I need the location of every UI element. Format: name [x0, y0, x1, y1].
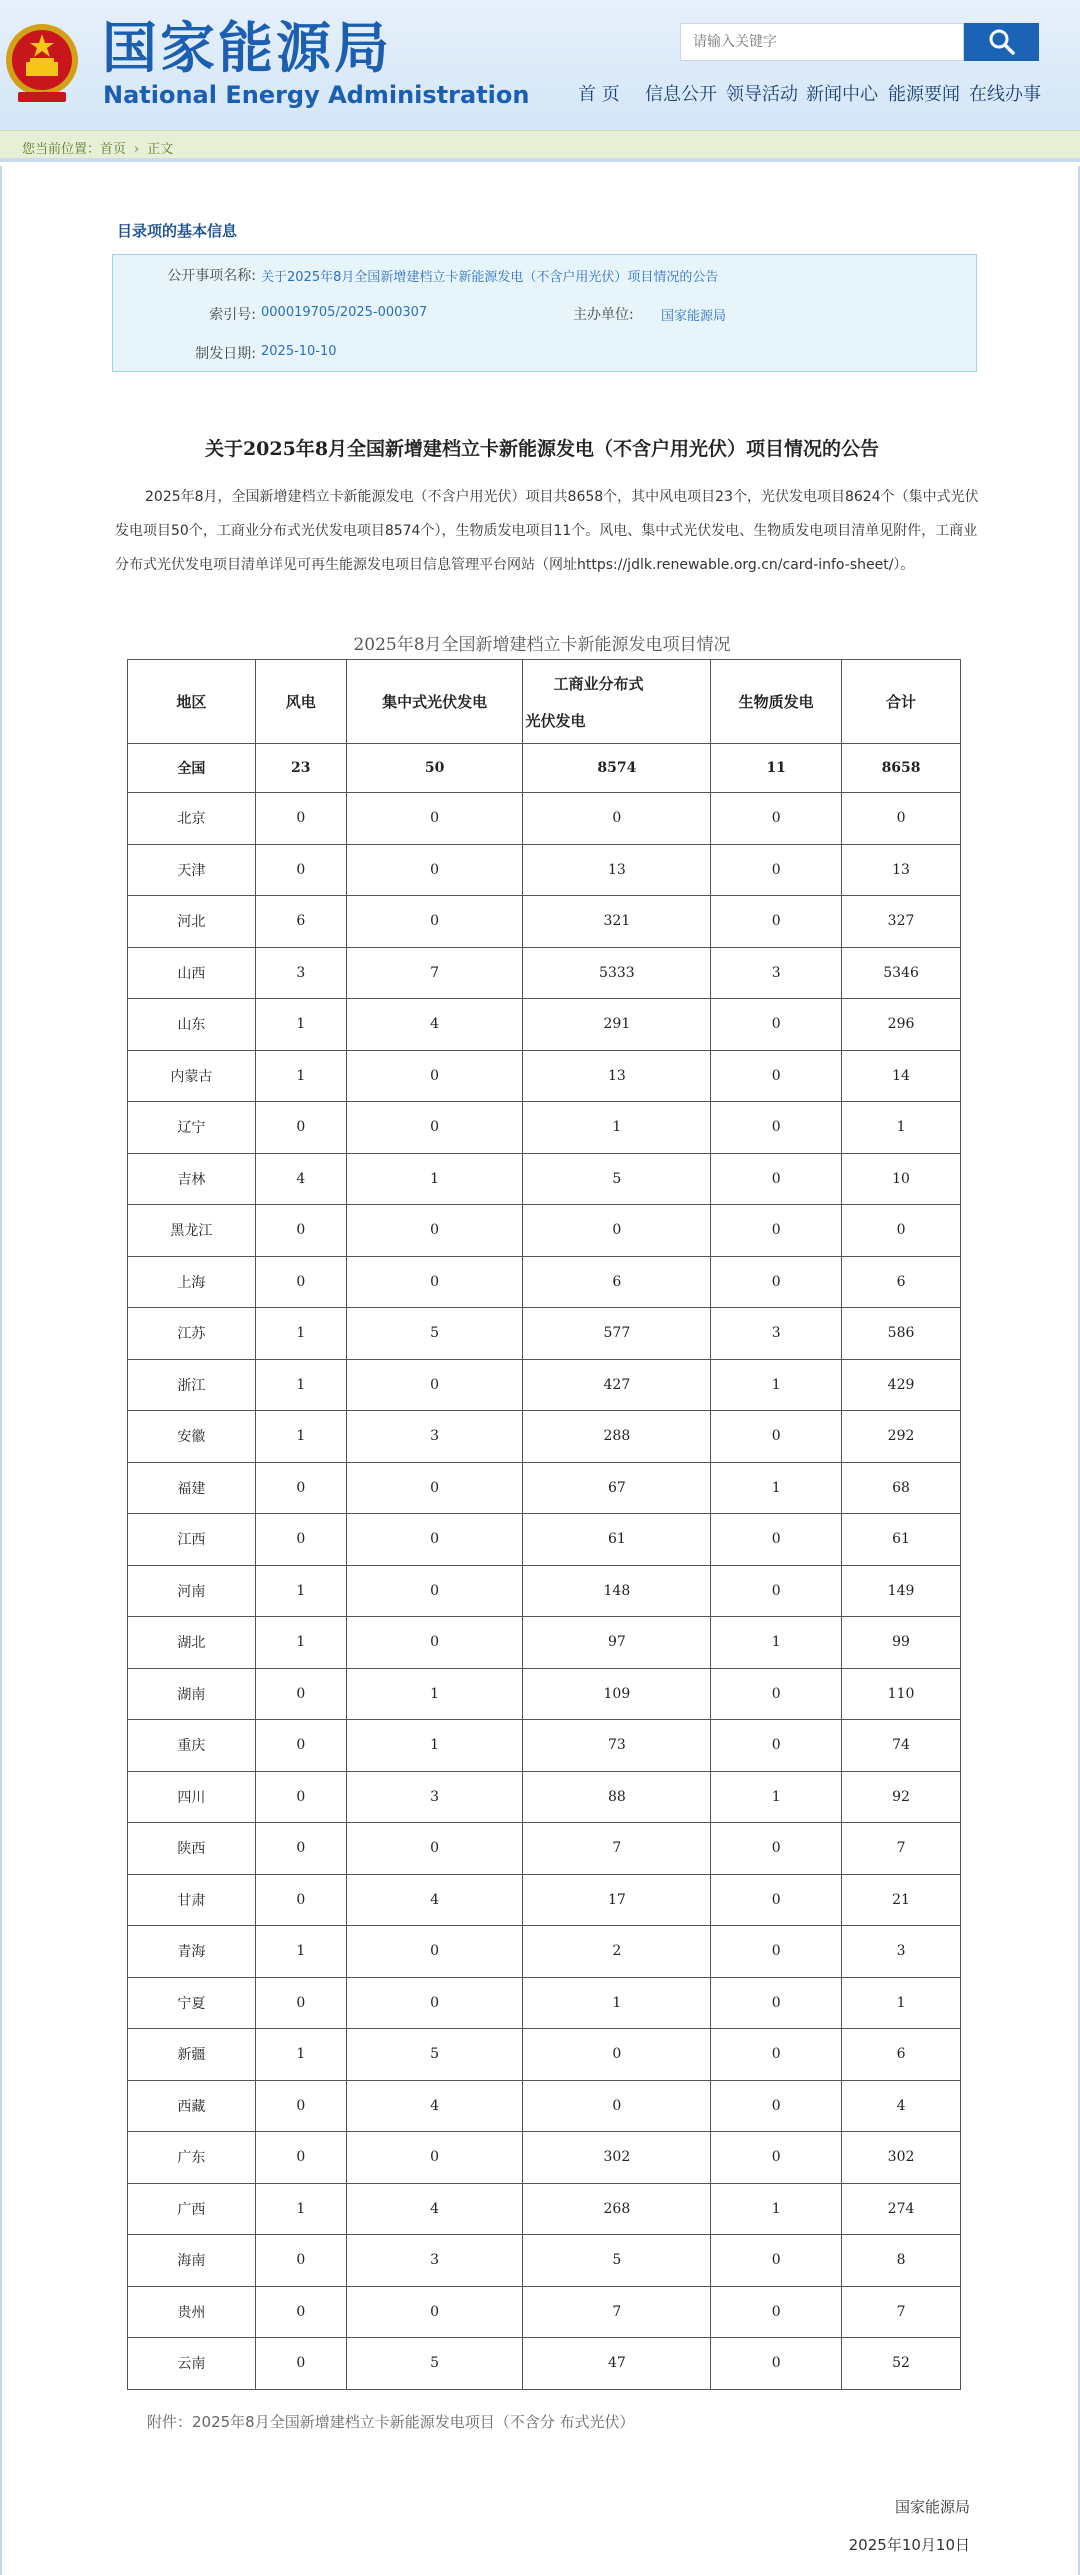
- table-row: [128, 1977, 961, 2029]
- table-cell: 0: [255, 1874, 346, 1926]
- table-cell: 321: [523, 896, 711, 948]
- table-cell: 8: [842, 2235, 961, 2287]
- table-row: [128, 947, 961, 999]
- table-cell: 4: [842, 2080, 961, 2132]
- table-cell: 0: [346, 793, 523, 845]
- table-cell: 1: [255, 1926, 346, 1978]
- table-cell: 0: [711, 1153, 842, 1205]
- chevron-right-icon: ›: [134, 142, 140, 157]
- table-cell: 1: [346, 1153, 523, 1205]
- table-cell: 青海: [128, 1926, 256, 1978]
- table-cell: 甘肃: [128, 1874, 256, 1926]
- header-total: 合计: [842, 660, 961, 744]
- table-cell: 辽宁: [128, 1102, 256, 1154]
- table-cell: 13: [523, 844, 711, 896]
- article-title: 关于2025年8月全国新增建档立卡新能源发电（不含户用光伏）项目情况的公告: [204, 438, 880, 460]
- table-row: [128, 1771, 961, 1823]
- table-header-row: [128, 660, 961, 744]
- table-cell: 92: [842, 1771, 961, 1823]
- table-row: [128, 999, 961, 1051]
- table-cell: 327: [842, 896, 961, 948]
- table-cell: 江西: [128, 1514, 256, 1566]
- table-cell: 0: [711, 999, 842, 1051]
- table-cell: 0: [711, 1874, 842, 1926]
- table-cell: 0: [711, 1205, 842, 1257]
- header-region: 地区: [128, 660, 256, 744]
- table-cell: 0: [711, 1256, 842, 1308]
- table-cell: 湖北: [128, 1617, 256, 1669]
- table-cell: 1: [711, 1359, 842, 1411]
- table-cell: 0: [346, 1565, 523, 1617]
- table-cell: 0: [255, 1102, 346, 1154]
- table-cell: 0: [255, 2286, 346, 2338]
- table-cell: 0: [711, 844, 842, 896]
- header-wind: 风电: [255, 660, 346, 744]
- date-label: 制发日期:: [195, 346, 256, 362]
- table-cell: 268: [523, 2183, 711, 2235]
- table-cell: 黑龙江: [128, 1205, 256, 1257]
- table-cell: 0: [711, 1514, 842, 1566]
- table-cell: 5: [346, 1308, 523, 1360]
- table-cell: 4: [346, 1874, 523, 1926]
- table-cell: 5: [523, 2235, 711, 2287]
- table-cell: 429: [842, 1359, 961, 1411]
- table-cell: 贵州: [128, 2286, 256, 2338]
- national-emblem-icon[interactable]: [4, 20, 80, 106]
- table-cell: 0: [255, 1205, 346, 1257]
- table-cell: 0: [346, 1462, 523, 1514]
- table-cell: 山东: [128, 999, 256, 1051]
- table-cell: 全国: [128, 744, 256, 793]
- table-cell: 50: [346, 744, 523, 793]
- table-row: [128, 1668, 961, 1720]
- date-value: 2025-10-10: [261, 344, 337, 359]
- site-header: [0, 0, 1080, 130]
- table-cell: 4: [346, 2183, 523, 2235]
- table-cell: 0: [346, 1359, 523, 1411]
- table-cell: 302: [842, 2132, 961, 2184]
- table-cell: 天津: [128, 844, 256, 896]
- table-cell: 0: [711, 1823, 842, 1875]
- table-cell: 586: [842, 1308, 961, 1360]
- table-cell: 0: [255, 1462, 346, 1514]
- table-cell: 0: [711, 1050, 842, 1102]
- table-cell: 23: [255, 744, 346, 793]
- table-cell: 安徽: [128, 1411, 256, 1463]
- logo-title-cn[interactable]: 国家能源局: [102, 16, 393, 80]
- table-cell: 0: [711, 2235, 842, 2287]
- table-cell: 0: [346, 1977, 523, 2029]
- table-row: [128, 1565, 961, 1617]
- projects-table: [127, 659, 961, 2390]
- table-cell: 0: [711, 1411, 842, 1463]
- table-cell: 0: [255, 1514, 346, 1566]
- table-cell: 0: [255, 793, 346, 845]
- attachment-link[interactable]: 附件：2025年8月全国新增建档立卡新能源发电项目（不含分 布式光伏）: [147, 2413, 635, 2431]
- table-cell: 1: [255, 2029, 346, 2081]
- table-cell: 福建: [128, 1462, 256, 1514]
- table-cell: 0: [711, 2029, 842, 2081]
- table-cell: 河北: [128, 896, 256, 948]
- nav-info-disclosure[interactable]: 信息公开: [645, 84, 717, 105]
- header-distributed-pv: 工商业分布式 光伏发电: [523, 660, 711, 744]
- table-cell: 21: [842, 1874, 961, 1926]
- table-cell: 5: [346, 2029, 523, 2081]
- table-cell: 海南: [128, 2235, 256, 2287]
- table-cell: 0: [346, 896, 523, 948]
- table-row: [128, 1823, 961, 1875]
- table-cell: 2: [523, 1926, 711, 1978]
- table-row: [128, 1462, 961, 1514]
- table-cell: 109: [523, 1668, 711, 1720]
- table-cell: 0: [346, 1050, 523, 1102]
- table-cell: 3: [346, 2235, 523, 2287]
- signature-date: 2025年10月10日: [848, 2536, 970, 2554]
- table-cell: 4: [346, 2080, 523, 2132]
- table-cell: 74: [842, 1720, 961, 1772]
- table-cell: 73: [523, 1720, 711, 1772]
- table-cell: 1: [711, 1617, 842, 1669]
- table-row: [128, 2183, 961, 2235]
- table-cell: 0: [711, 2132, 842, 2184]
- table-caption: 2025年8月全国新增建档立卡新能源发电项目情况: [353, 635, 731, 655]
- article-body: 2025年8月，全国新增建档立卡新能源发电（不含户用光伏）项目共8658个，其中风电项目23个，光伏发电项目8624个（集中式光伏发电项目50个，工商业分布式光伏发电项目8574个），生物质发电项目11个。风电、集中式光伏发电、生物质发电项目清单见附件，工商业分布式光伏发电项目清单详见可再生能源发电项目信息管理平台网站（网址https://jdlk.renewable.org.cn/card-info-sheet/）。: [115, 489, 979, 573]
- table-cell: 0: [255, 2132, 346, 2184]
- table-cell: 427: [523, 1359, 711, 1411]
- table-cell: 10: [842, 1153, 961, 1205]
- table-cell: 61: [842, 1514, 961, 1566]
- table-cell: 0: [711, 2286, 842, 2338]
- table-cell: 97: [523, 1617, 711, 1669]
- index-label: 索引号:: [209, 307, 256, 323]
- table-cell: 新疆: [128, 2029, 256, 2081]
- table-row: [128, 2132, 961, 2184]
- table-cell: 四川: [128, 1771, 256, 1823]
- table-cell: 0: [711, 1720, 842, 1772]
- table-row: [128, 2080, 961, 2132]
- table-cell: 1: [346, 1668, 523, 1720]
- table-row: [128, 1102, 961, 1154]
- table-cell: 1: [255, 2183, 346, 2235]
- table-cell: 内蒙古: [128, 1050, 256, 1102]
- table-cell: 0: [842, 793, 961, 845]
- table-cell: 宁夏: [128, 1977, 256, 2029]
- table-cell: 99: [842, 1617, 961, 1669]
- table-cell: 1: [842, 1977, 961, 2029]
- table-cell: 0: [346, 1102, 523, 1154]
- table-cell: 6: [255, 896, 346, 948]
- table-row: [128, 1050, 961, 1102]
- table-row: [128, 2286, 961, 2338]
- table-cell: 7: [523, 2286, 711, 2338]
- table-cell: 274: [842, 2183, 961, 2235]
- table-cell: 0: [255, 1256, 346, 1308]
- table-row: [128, 844, 961, 896]
- header-biomass: 生物质发电: [711, 660, 842, 744]
- table-cell: 0: [523, 1205, 711, 1257]
- table-cell: 1: [523, 1977, 711, 2029]
- table-cell: 3: [255, 947, 346, 999]
- table-cell: 1: [842, 1102, 961, 1154]
- breadcrumb-home[interactable]: 首页: [100, 142, 127, 157]
- table-row: [128, 1411, 961, 1463]
- table-cell: 8574: [523, 744, 711, 793]
- table-cell: 0: [842, 1205, 961, 1257]
- table-cell: 0: [711, 1668, 842, 1720]
- table-cell: 0: [255, 2080, 346, 2132]
- table-cell: 0: [255, 2235, 346, 2287]
- breadcrumb-label: 您当前位置：: [22, 142, 101, 157]
- table-cell: 广东: [128, 2132, 256, 2184]
- table-cell: 0: [346, 2132, 523, 2184]
- table-row: [128, 1359, 961, 1411]
- table-row: [128, 793, 961, 845]
- table-cell: 4: [255, 1153, 346, 1205]
- search-button[interactable]: [964, 23, 1039, 61]
- table-cell: 67: [523, 1462, 711, 1514]
- breadcrumb-current: 正文: [147, 142, 174, 157]
- table-cell: 0: [346, 1823, 523, 1875]
- table-cell: 5: [346, 2338, 523, 2390]
- table-cell: 5: [523, 1153, 711, 1205]
- table-cell: 吉林: [128, 1153, 256, 1205]
- table-cell: 1: [346, 1720, 523, 1772]
- search-icon: [988, 28, 1016, 56]
- table-cell: 1: [255, 999, 346, 1051]
- org-value: 国家能源局: [661, 309, 727, 324]
- table-cell: 0: [255, 1771, 346, 1823]
- table-row: [128, 1514, 961, 1566]
- info-heading: 目录项的基本信息: [117, 222, 238, 240]
- header-central-pv: 集中式光伏发电: [346, 660, 523, 744]
- table-cell: 江苏: [128, 1308, 256, 1360]
- table-cell: 1: [255, 1617, 346, 1669]
- table-cell: 13: [523, 1050, 711, 1102]
- table-cell: 7: [842, 1823, 961, 1875]
- table-cell: 7: [523, 1823, 711, 1875]
- table-row: [128, 2029, 961, 2081]
- table-cell: 110: [842, 1668, 961, 1720]
- table-cell: 6: [842, 1256, 961, 1308]
- table-cell: 0: [255, 844, 346, 896]
- table-cell: 湖南: [128, 1668, 256, 1720]
- table-cell: 上海: [128, 1256, 256, 1308]
- table-cell: 0: [711, 2338, 842, 2390]
- table-cell: 重庆: [128, 1720, 256, 1772]
- table-cell: 1: [255, 1050, 346, 1102]
- table-cell: 61: [523, 1514, 711, 1566]
- table-cell: 1: [711, 1462, 842, 1514]
- table-cell: 88: [523, 1771, 711, 1823]
- table-row: [128, 1617, 961, 1669]
- table-cell: 0: [523, 2080, 711, 2132]
- nav-energy-news[interactable]: 能源要闻: [888, 84, 960, 105]
- table-cell: 广西: [128, 2183, 256, 2235]
- table-cell: 292: [842, 1411, 961, 1463]
- table-cell: 1: [255, 1411, 346, 1463]
- table-cell: 0: [255, 1668, 346, 1720]
- table-cell: 47: [523, 2338, 711, 2390]
- table-cell: 0: [711, 1926, 842, 1978]
- table-row: [128, 1874, 961, 1926]
- table-cell: 0: [346, 2286, 523, 2338]
- table-cell: 1: [255, 1308, 346, 1360]
- index-value: 000019705/2025-000307: [261, 305, 428, 320]
- table-cell: 1: [255, 1359, 346, 1411]
- table-cell: 0: [255, 1977, 346, 2029]
- table-cell: 河南: [128, 1565, 256, 1617]
- table-cell: 577: [523, 1308, 711, 1360]
- table-cell: 288: [523, 1411, 711, 1463]
- table-cell: 11: [711, 744, 842, 793]
- table-cell: 3: [842, 1926, 961, 1978]
- table-cell: 云南: [128, 2338, 256, 2390]
- table-cell: 8658: [842, 744, 961, 793]
- title-label: 公开事项名称:: [167, 268, 256, 284]
- info-box: [112, 254, 977, 372]
- table-cell: 302: [523, 2132, 711, 2184]
- table-cell: 0: [255, 1823, 346, 1875]
- table-cell: 北京: [128, 793, 256, 845]
- table-row: [128, 1205, 961, 1257]
- nav-home[interactable]: 首 页: [578, 84, 620, 105]
- table-row: [128, 1256, 961, 1308]
- table-cell: 0: [255, 2338, 346, 2390]
- table-cell: 7: [346, 947, 523, 999]
- table-row: [128, 1153, 961, 1205]
- table-cell: 0: [711, 1102, 842, 1154]
- logo-title-en[interactable]: National Energy Administration: [103, 81, 530, 109]
- search-input[interactable]: [680, 23, 964, 61]
- table-cell: 0: [711, 1977, 842, 2029]
- table-cell: 148: [523, 1565, 711, 1617]
- table-row: [128, 2235, 961, 2287]
- table-cell: 0: [255, 1720, 346, 1772]
- table-cell: 0: [346, 1926, 523, 1978]
- table-cell: 0: [711, 2080, 842, 2132]
- table-cell: 0: [711, 793, 842, 845]
- table-cell: 13: [842, 844, 961, 896]
- table-cell: 5333: [523, 947, 711, 999]
- table-cell: 0: [346, 1514, 523, 1566]
- table-row-national: [128, 744, 961, 793]
- table-cell: 浙江: [128, 1359, 256, 1411]
- table-cell: 3: [346, 1411, 523, 1463]
- table-cell: 1: [523, 1102, 711, 1154]
- table-cell: 0: [523, 2029, 711, 2081]
- table-row: [128, 2338, 961, 2390]
- signature-org: 国家能源局: [894, 2498, 970, 2516]
- table-cell: 5346: [842, 947, 961, 999]
- table-cell: 0: [346, 844, 523, 896]
- table-cell: 4: [346, 999, 523, 1051]
- table-cell: 17: [523, 1874, 711, 1926]
- table-cell: 0: [523, 793, 711, 845]
- table-cell: 1: [255, 1565, 346, 1617]
- table-cell: 山西: [128, 947, 256, 999]
- table-cell: 0: [346, 1256, 523, 1308]
- table-cell: 296: [842, 999, 961, 1051]
- org-label: 主办单位:: [573, 307, 634, 323]
- table-cell: 68: [842, 1462, 961, 1514]
- table-cell: 3: [711, 947, 842, 999]
- table-cell: 291: [523, 999, 711, 1051]
- table-cell: 1: [711, 1771, 842, 1823]
- table-cell: 52: [842, 2338, 961, 2390]
- table-cell: 0: [346, 1617, 523, 1669]
- table-cell: 7: [842, 2286, 961, 2338]
- table-cell: 0: [346, 1205, 523, 1257]
- table-cell: 14: [842, 1050, 961, 1102]
- content-page: [0, 166, 1080, 2575]
- table-cell: 0: [711, 1565, 842, 1617]
- main-nav: [560, 80, 1040, 110]
- table-cell: 陕西: [128, 1823, 256, 1875]
- table-cell: 3: [346, 1771, 523, 1823]
- table-cell: 149: [842, 1565, 961, 1617]
- table-cell: 0: [711, 896, 842, 948]
- table-cell: 1: [711, 2183, 842, 2235]
- table-cell: 3: [711, 1308, 842, 1360]
- table-cell: 西藏: [128, 2080, 256, 2132]
- table-row: [128, 1720, 961, 1772]
- table-row: [128, 1926, 961, 1978]
- table-cell: 6: [842, 2029, 961, 2081]
- nav-news-center[interactable]: 新闻中心: [806, 84, 878, 105]
- breadcrumb: [0, 130, 1080, 162]
- table-row: [128, 1308, 961, 1360]
- nav-online-service[interactable]: 在线办事: [969, 84, 1041, 105]
- table-cell: 6: [523, 1256, 711, 1308]
- nav-leadership[interactable]: 领导活动: [726, 84, 798, 105]
- title-value: 关于2025年8月全国新增建档立卡新能源发电（不含户用光伏）项目情况的公告: [261, 270, 719, 285]
- table-row: [128, 896, 961, 948]
